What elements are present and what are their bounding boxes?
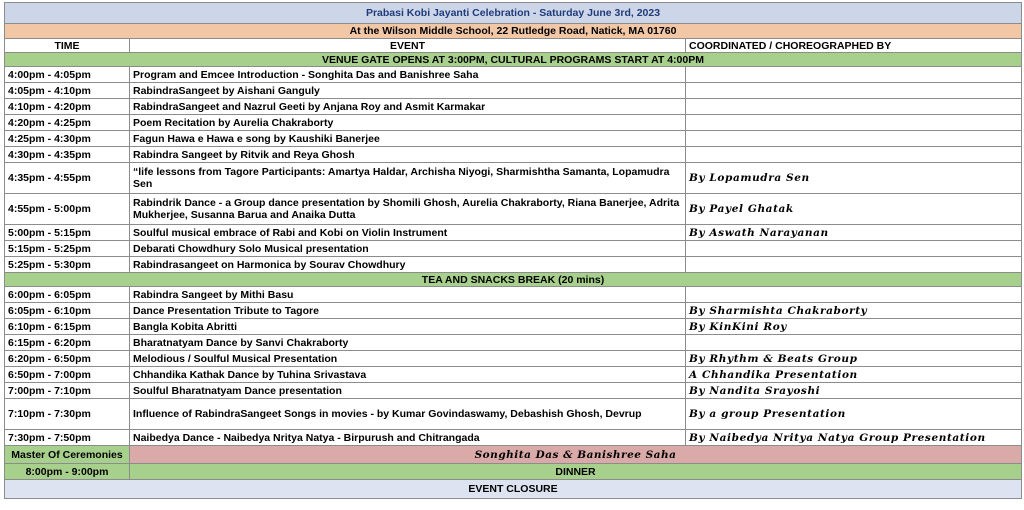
schedule-row [5, 367, 1022, 383]
schedule-row [5, 351, 1022, 367]
event-closure: EVENT CLOSURE [5, 480, 1022, 499]
schedule-event: Rabindrasangeet on Harmonica by Sourav Chowdhury [130, 257, 686, 273]
schedule-coordinator [686, 257, 1022, 273]
schedule-row [5, 303, 1022, 319]
schedule-event: “life lessons from Tagore Participants: Amartya Haldar, Archisha Niyogi, Sharmishtha Samanta, Lopamudra Sen [130, 163, 686, 194]
schedule-event: Rabindra Sangeet by Mithi Basu [130, 287, 686, 303]
schedule-coordinator: By a group Presentation [686, 399, 1022, 430]
schedule-row [5, 99, 1022, 115]
title-row [5, 3, 1022, 24]
schedule-coordinator [686, 287, 1022, 303]
schedule-time: 4:05pm - 4:10pm [5, 83, 130, 99]
schedule-event: Melodious / Soulful Musical Presentation [130, 351, 686, 367]
gate-banner-row [5, 53, 1022, 67]
schedule-time: 7:10pm - 7:30pm [5, 399, 130, 430]
schedule-coordinator: By Rhythm & Beats Group [686, 351, 1022, 367]
schedule-row [5, 319, 1022, 335]
break-banner-row [5, 273, 1022, 287]
schedule-row [5, 115, 1022, 131]
schedule-time: 4:00pm - 4:05pm [5, 67, 130, 83]
schedule-body [5, 3, 1022, 499]
schedule-coordinator [686, 67, 1022, 83]
mc-label: Master Of Ceremonies [5, 446, 130, 464]
schedule-coordinator [686, 83, 1022, 99]
dinner-time: 8:00pm - 9:00pm [5, 464, 130, 480]
schedule-coordinator: By KinKini Roy [686, 319, 1022, 335]
schedule-time: 4:25pm - 4:30pm [5, 131, 130, 147]
schedule-time: 6:00pm - 6:05pm [5, 287, 130, 303]
schedule-row [5, 194, 1022, 225]
schedule-time: 4:30pm - 4:35pm [5, 147, 130, 163]
schedule-row [5, 287, 1022, 303]
schedule-coordinator: A Chhandika Presentation [686, 367, 1022, 383]
schedule-coordinator: By Sharmishta Chakraborty [686, 303, 1022, 319]
schedule-time: 7:30pm - 7:50pm [5, 430, 130, 446]
dinner-row [5, 464, 1022, 480]
schedule-event: Chhandika Kathak Dance by Tuhina Srivastava [130, 367, 686, 383]
schedule-event: Naibedya Dance - Naibedya Nritya Natya - Birpurush and Chitrangada [130, 430, 686, 446]
schedule-event: Debarati Chowdhury Solo Musical presentation [130, 241, 686, 257]
schedule-event: RabindraSangeet by Aishani Ganguly [130, 83, 686, 99]
venue-row [5, 24, 1022, 39]
break-banner: TEA AND SNACKS BREAK (20 mins) [5, 273, 1022, 287]
schedule-coordinator [686, 241, 1022, 257]
mc-row [5, 446, 1022, 464]
schedule-time: 4:35pm - 4:55pm [5, 163, 130, 194]
schedule-event: Fagun Hawa e Hawa e song by Kaushiki Banerjee [130, 131, 686, 147]
schedule-time: 6:15pm - 6:20pm [5, 335, 130, 351]
closure-row [5, 480, 1022, 499]
schedule-coordinator [686, 335, 1022, 351]
schedule-time: 6:50pm - 7:00pm [5, 367, 130, 383]
schedule-event: Dance Presentation Tribute to Tagore [130, 303, 686, 319]
schedule-event: Program and Emcee Introduction - Songhita Das and Banishree Saha [130, 67, 686, 83]
schedule-time: 5:25pm - 5:30pm [5, 257, 130, 273]
schedule-row [5, 399, 1022, 430]
schedule-time: 7:00pm - 7:10pm [5, 383, 130, 399]
schedule-time: 5:15pm - 5:25pm [5, 241, 130, 257]
schedule-event: Rabindra Sangeet by Ritvik and Reya Ghosh [130, 147, 686, 163]
mc-names: Songhita Das & Banishree Saha [130, 446, 1022, 464]
gate-banner: VENUE GATE OPENS AT 3:00PM, CULTURAL PROGRAMS START AT 4:00PM [5, 53, 1022, 67]
page-title: Prabasi Kobi Jayanti Celebration - Saturday June 3rd, 2023 [5, 3, 1022, 24]
schedule-coordinator: By Aswath Narayanan [686, 225, 1022, 241]
header-event: EVENT [130, 39, 686, 53]
schedule-event: Poem Recitation by Aurelia Chakraborty [130, 115, 686, 131]
schedule-coordinator: By Payel Ghatak [686, 194, 1022, 225]
schedule-row [5, 335, 1022, 351]
header-row [5, 39, 1022, 53]
dinner-label: DINNER [130, 464, 1022, 480]
schedule-time: 5:00pm - 5:15pm [5, 225, 130, 241]
schedule-table [4, 2, 1022, 499]
schedule-time: 6:05pm - 6:10pm [5, 303, 130, 319]
schedule-event: Rabindrik Dance - a Group dance presentation by Shomili Ghosh, Aurelia Chakraborty, Riana Banerjee, Adrita Mukherjee, Susanna Barua and Anaika Dutta [130, 194, 686, 225]
schedule-row [5, 67, 1022, 83]
schedule-coordinator [686, 147, 1022, 163]
schedule-event: Influence of RabindraSangeet Songs in movies - by Kumar Govindaswamy, Debashish Ghosh, Devrup [130, 399, 686, 430]
schedule-row [5, 257, 1022, 273]
schedule-event: Soulful Bharatnatyam Dance presentation [130, 383, 686, 399]
schedule-row [5, 430, 1022, 446]
schedule-time: 6:20pm - 6:50pm [5, 351, 130, 367]
schedule-coordinator: By Nandita Srayoshi [686, 383, 1022, 399]
schedule-time: 4:10pm - 4:20pm [5, 99, 130, 115]
schedule-time: 4:55pm - 5:00pm [5, 194, 130, 225]
schedule-row [5, 225, 1022, 241]
schedule-event: RabindraSangeet and Nazrul Geeti by Anjana Roy and Asmit Karmakar [130, 99, 686, 115]
schedule-row [5, 241, 1022, 257]
schedule-time: 6:10pm - 6:15pm [5, 319, 130, 335]
schedule-row [5, 163, 1022, 194]
schedule-coordinator [686, 131, 1022, 147]
schedule-coordinator: By Naibedya Nritya Natya Group Presentation [686, 430, 1022, 446]
header-coordinator: COORDINATED / CHOREOGRAPHED BY [686, 39, 1022, 53]
venue-address: At the Wilson Middle School, 22 Rutledge Road, Natick, MA 01760 [5, 24, 1022, 39]
schedule-event: Bangla Kobita Abritti [130, 319, 686, 335]
schedule-row [5, 383, 1022, 399]
schedule-coordinator [686, 115, 1022, 131]
schedule-coordinator [686, 99, 1022, 115]
schedule-row [5, 83, 1022, 99]
schedule-row [5, 147, 1022, 163]
header-time: TIME [5, 39, 130, 53]
schedule-coordinator: By Lopamudra Sen [686, 163, 1022, 194]
schedule-event: Soulful musical embrace of Rabi and Kobi on Violin Instrument [130, 225, 686, 241]
schedule-event: Bharatnatyam Dance by Sanvi Chakraborty [130, 335, 686, 351]
schedule-time: 4:20pm - 4:25pm [5, 115, 130, 131]
schedule-row [5, 131, 1022, 147]
